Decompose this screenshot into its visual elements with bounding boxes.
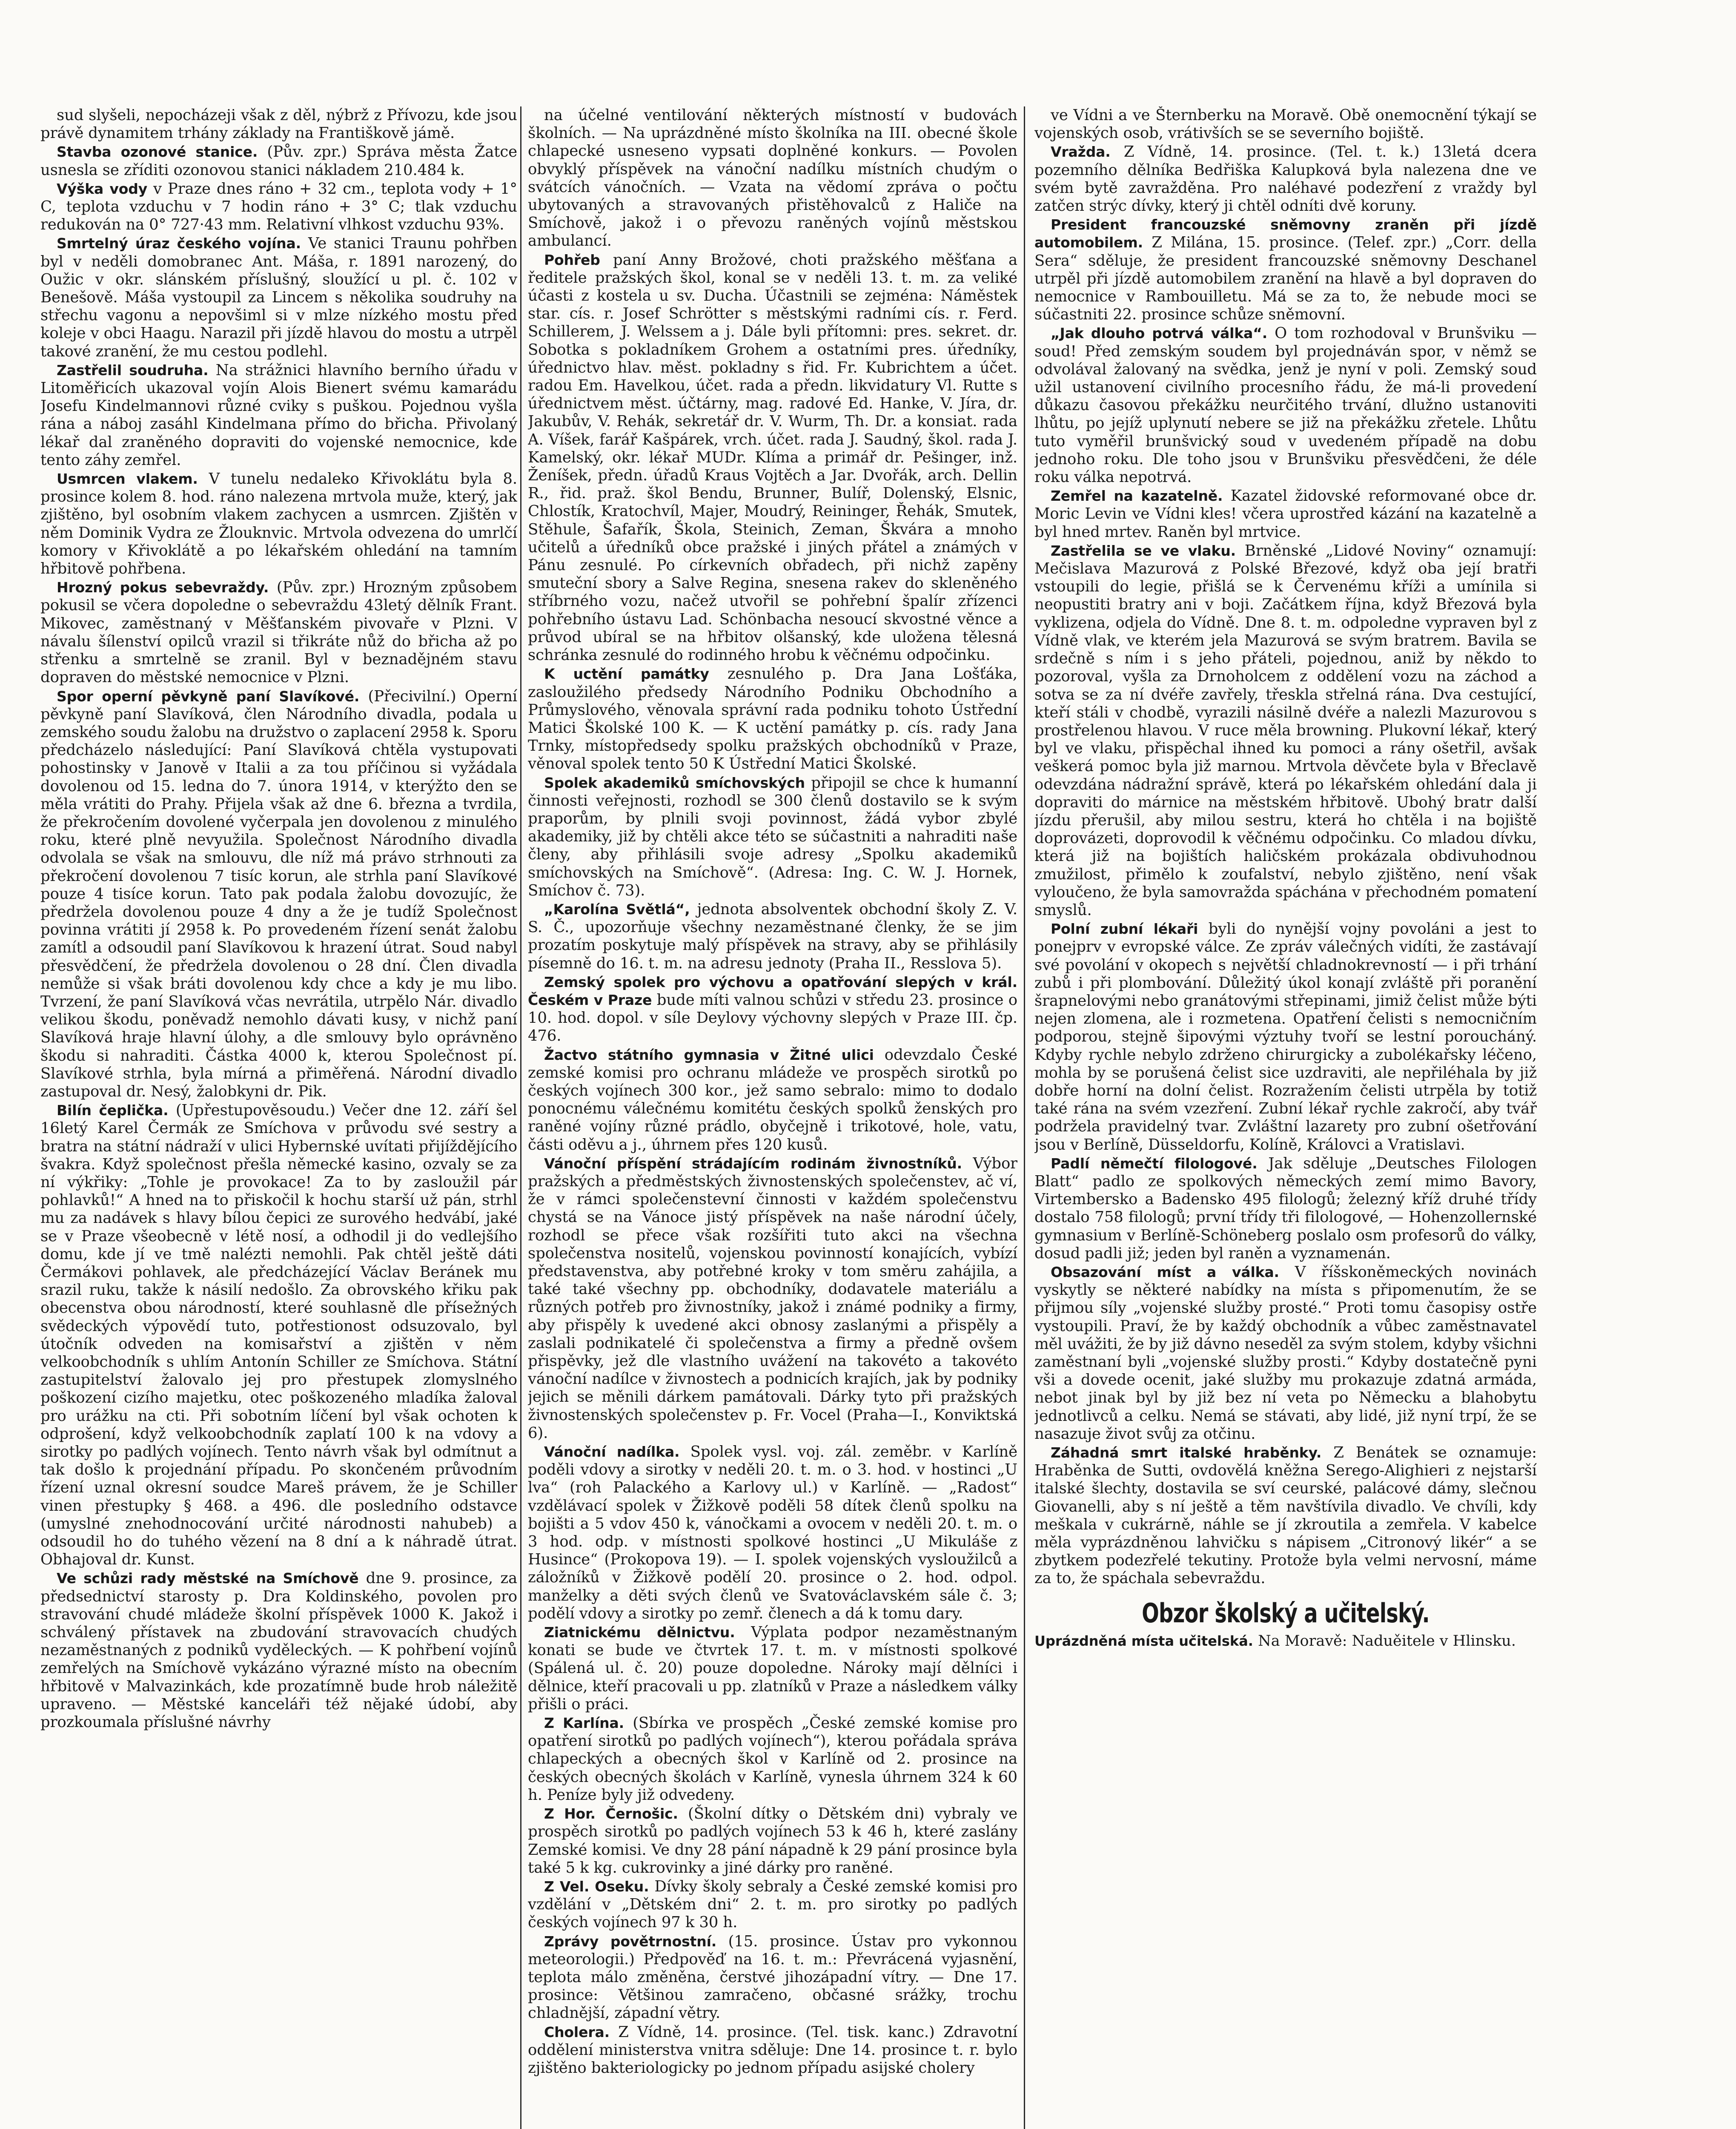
news-article bbox=[528, 1443, 1017, 1623]
news-article bbox=[40, 688, 517, 1101]
article-text: Z Milána, 15. prosince. (Telef. zpr.) „Corr. della Sera“ sděluje, že president francouzské sněmovny Deschanel utrpěl při jízdě automobilem zranění na hlavě a byl dopraven do nemocnice v Rambouilletu. Má se za to, že nebude moci se súčastniti 22. prosince schůze sněmovní. bbox=[1034, 234, 1537, 324]
news-article bbox=[528, 1878, 1017, 1932]
article-headline: Padlí němečtí filologové. bbox=[1051, 1155, 1258, 1172]
article-text: Jak sděluje „Deutsches Filologen Blatt“ padlo ze spolkových německých zemí mimo Bavory, Virtembersko a Badensko 495 filologů; železný kříž druhé třídy dostalo 758 filologů; první třídy tři filologové, — Hohenzollernské gymnasium v Berlíně-Schöneberg poslalo osm profesorů do války, dosud padli již; jeden byl raněn a vyznamenán. bbox=[1034, 1154, 1537, 1262]
article-text: V tunelu nedaleko Křivoklátu byla 8. prosince kolem 8. hod. ráno nalezena mrtvola muže, který, jak zjištěno, byl osobním vlakem zachycen a usmrcen. Zjištěn v něm Dominik Vydra ze Žlouknvic. Mrtvola odvezena do umrlčí komory v Křivoklátě a po lékařském ohledání na tamním hřbitově pohřbena. bbox=[40, 470, 517, 578]
article-headline: Smrtelný úraz českého vojína. bbox=[57, 235, 301, 252]
article-headline: Výška vody bbox=[57, 180, 148, 197]
news-article bbox=[1034, 542, 1537, 919]
news-article bbox=[40, 362, 517, 469]
news-article bbox=[40, 235, 517, 360]
news-article bbox=[528, 1933, 1017, 2023]
article-headline: Z Hor. Černošic. bbox=[544, 1805, 678, 1822]
article-text: Výbor pražských a předměstských živnostenských společenstev, ač ví, že v rámci společenstevní činnosti v každém společenstvu chystá se na Vánoce jistý příspěvek na naše národní účely, rozhodl se přece však rozšířiti tuto akci na všechna společenstva nositelů, vojenskou povinností konajících, vybízí představenstva, aby potřebné kroky v tom směru zahájila, a také také všechny pp. obchodníky, dodavatele materiálu a různých potřeb pro živnostníky, jakož i známé podniky a firmy, aby přispěly k uvedené akci obnosy zaslanými a přispěly a zaslali podnikatelé či společenstva a firmy a předně ovšem přispěvky, jež dle vlastního uvážení na takovéto a takovéto vánoční nadílce v živnostech a podnicích krajích, jak by podniky jejich se měnili dárkem památovali. Dárky tyto při pražských živnostenských společenstev p. Fr. Vocel (Praha—I., Konviktská 6). bbox=[528, 1154, 1017, 1442]
news-article bbox=[528, 1714, 1017, 1804]
article-text: odevzdalo České zemské komisi pro ochranu mládeže ve prospěch sirotků po českých vojínech 300 kor., jež samo sebralo: mimo to dodalo ponocnému válečnému komitétu českých spolků ženských pro raněné vojíny různé prádlo, obyčejně i trikotové, hole, vatu, části oděvu a j., úhrnem přes 120 kusů. bbox=[528, 1046, 1017, 1153]
news-article bbox=[40, 106, 517, 142]
section-title: Obzor školský a učitelský. bbox=[1142, 1597, 1429, 1629]
news-article bbox=[40, 1102, 517, 1569]
article-headline: Z Karlína. bbox=[544, 1715, 625, 1732]
article-headline: Vánoční nadílka. bbox=[544, 1443, 680, 1460]
news-article bbox=[528, 251, 1017, 665]
article-text: (15. prosince. Ústav pro vykonnou meteorologii.) Předpověď na 16. t. m.: Převrácená vyjasnění, teplota málo změněna, čerstvé jihozápadní vítry. — Dne 17. prosince: Většinou zamračeno, občasné srážky, trochu chladnější, západní větry. bbox=[528, 1932, 1017, 2022]
article-text: (Pův. zpr.) Správa města Žatce usnesla se zříditi ozonovou stanici nákladem 210.484 k. bbox=[40, 143, 517, 179]
article-headline: Ziatnickému dělnictvu. bbox=[544, 1624, 735, 1641]
news-article bbox=[1034, 216, 1537, 324]
article-headline: Obsazování míst a válka. bbox=[1051, 1264, 1279, 1280]
news-article bbox=[1034, 1155, 1537, 1262]
article-text: ve Vídni a ve Šternberku na Moravě. Obě onemocnění týkají se vojenských osob, vrátivších se se severního bojiště. bbox=[1034, 106, 1537, 142]
news-article bbox=[1034, 920, 1537, 1154]
article-headline: Ve schůzi rady městské na Smíchově bbox=[57, 1570, 359, 1587]
news-article bbox=[1034, 1444, 1537, 1588]
article-headline: Záhadná smrt italské hraběnky. bbox=[1051, 1444, 1322, 1461]
news-article bbox=[40, 143, 517, 179]
article-text: Kazatel židovské reformované obce dr. Moric Levin ve Vídni kles! včera uprostřed kázání na kazatelně a byl hned mrtev. Raněn byl mrtvice. bbox=[1034, 487, 1537, 541]
article-text: Výplata podpor nezaměstnaným konati se bude ve čtvrtek 17. t. m. v místnosti spolkové (Spálená ul. č. 20) pouze dopoledne. Nároky mají dělníci i dělnice, kteří pracovali u pp. zlatníků v Praze a následkem války přišli o práci. bbox=[528, 1624, 1017, 1713]
article-text: Brněnské „Lidové Noviny“ oznamují: Mečislava Mazurová z Polské Březové, když oba její bratři vstoupili do legie, přišlá se k Červenému kříži a umínila si neopustiti bratry ani v boji. Začátkem října, když Březová byla vyklizena, odjela do Vídně. Dne 8. t. m. odpoledne vypraven byl z Vídně vlak, ve kterém jela Mazurová se svým bratrem. Bavila se srdečně s ním i s jeho přáteli, pojednou, aniž by někdo to pozoroval, vyšla za Drnoholcem z oddělení vozu na záchod a sotva se za ní dvéře zavřely, třeskla střelná rána. Dva cestující, kteří stáli v chodbě, vyrazili násilně dvéře a nalezli Mazurovou s prostřelenou hlavou. V ruce měla browning. Plukovní lékař, který byl ve vlaku, přispěchal ihned ku pomoci a rány ošetřil, avšak veškerá pomoc byla již marnou. Mrtvola děvčete byla v Břeclavě odevzdána nádražní správě, která po lékařském ohledání dala ji dopraviti do márnice na městském hřbitově. Ubohý bratr další jízdu přerušil, aby milou sestru, která ho chtěla i na bojiště doprovázeti, doprovodil k věčnému odpočinku. Co mladou dívku, která již na bojištích haličském prokázala obdivuhodnou zmužilost, přimělo k zoufalství, nebylo zjištěno, není však vyloučeno, že byla samovražda spáchána v přechodném pomatení smyslů. bbox=[1034, 542, 1537, 919]
article-headline: Vánoční příspění strádajícím rodinám živnostníků. bbox=[544, 1155, 963, 1172]
news-article bbox=[1034, 1263, 1537, 1443]
article-text: Dívky školy sebraly a České zemské komisi pro vzdělání v „Dětském dni“ 2. t. m. pro sirotky po padlých českých vojínech 97 k 30 h. bbox=[528, 1877, 1017, 1931]
news-article bbox=[1034, 324, 1537, 486]
article-text: Z Benátek se oznamuje: Hraběnka de Sutti, ovdovělá kněžna Serego-Alighieri z nejstarší italské šlechty, dostavila se sví ceurské, palácové dámy, slečnou Giovanelli, aby s ní ještě a těm navštívila divadlo. Ve chvíli, kdy meškala v cukrárně, náhle se jí zkroutila a zemřela. V kabelce měla vyprázdněnou lahvičku s nápisem „Citronový likér“ a se zbytkem podezřelé tekutiny. Protože byla velmi nervosní, máme za to, že spáchala sebevraždu. bbox=[1034, 1444, 1537, 1587]
news-article bbox=[1034, 143, 1537, 215]
article-text: dne 9. prosince, za předsednictví starosty p. Dra Koldinského, povolen pro stravování chudé mládeže školní příspěvek 1000 K. Jakož i schválený přístavek na zbudování stravovacích chudých nezaměstnaných z podniků vyděleckých. — K pohřbení vojínů zemřelých na Smíchově vykázáno výrazné místo na obecním hřbitově v Malvazinkách, kde prozatímně bude hrob náležitě upraveno. — Městské kanceláři též nějaké údobí, aby prozkoumala příslušné návrhy bbox=[40, 1569, 517, 1731]
column-divider bbox=[1024, 106, 1025, 2129]
section-subheading bbox=[1034, 1632, 1537, 1650]
news-article bbox=[528, 665, 1017, 773]
news-article bbox=[1034, 487, 1537, 541]
article-headline: Žactvo státního gymnasia v Žitné ulici bbox=[544, 1046, 874, 1063]
article-text: (Upřestupověsoudu.) Večer dne 12. září šel 16letý Karel Čermák ze Smíchova v průvodu své sestry a bratra na státní nádraží v ulici Hybernské uvítati přijíždějícího švakra. Když společnost přešla německé kasino, ozvaly se za ní výkřiky: „Tohle je provokace! Za to by zasloužil pár pohlavků!“ A hned na to přiskočil k hochu starší už pán, strhl mu za nadávek s hlavy bílou čepici ze surového hedvábí, jaké se v Praze všeobecně v létě nosí, a odhodil ji do vedlejšího domu, kde jí ve tmě nalézti nemohli. Pak chtěl ještě dáti Čermákovi pohlavek, ale předcházející Václav Beránek mu srazil ruku, takže k násilí nedošlo. Za obrovského křiku pak obecenstva obou národností, které souhlasně dle přísežných svědeckých výpovědí tuto, potřestionost odsuzovalo, byl útočník odveden na komisařství a zjištěn v něm velkoobchodník s uhlím Antonín Schiller ze Smíchova. Státní zastupitelství žalovalo jej pro přestupek zlomyslného poškození cizího majetku, otec poškozeného mladíka žaloval pro urážku na cti. Při sobotním líčení byl však ochoten k odprošení, když velkoobchodník zaplatí 100 k na vdovy a sirotky po padlých vojínech. Tento návrh však byl odmítnut a tak došlo k projednání případu. Po skončeném průvodním řízení uznal okresní soudce Mareš právem, že je Schiller vinen přestupky § 468. a 496. dle posledního odstavce (umyslné znehodnocování určité národnosti nahubeb) a odsoudil ho do tuhého vězení na 8 dní a k náhradě útrat. Obhajoval dr. Kunst. bbox=[40, 1102, 517, 1569]
news-article bbox=[528, 774, 1017, 900]
news-article bbox=[40, 579, 517, 686]
article-headline: Cholera. bbox=[544, 2023, 610, 2040]
news-article bbox=[40, 180, 517, 234]
section-subheading-head: Uprázdněná místa učitelská. bbox=[1034, 1633, 1253, 1649]
article-headline: Spolek akademiků smíchovských bbox=[544, 774, 805, 791]
article-text: Z Vídně, 14. prosince. (Tel. t. k.) 13letá dcera pozemního dělníka Bedřiška Kalupková byla nalezena dne ve svém bytě zavražděna. Pro naléhavé podezření z vraždy byl zatčen strýc dívky, který ji chtěl odníti dvě koruny. bbox=[1034, 143, 1537, 215]
news-article bbox=[528, 973, 1017, 1045]
column-right-articles bbox=[1034, 106, 1537, 1588]
article-text: Spolek vysl. voj. zál. zeměbr. v Karlíně poděli vdovy a sirotky v neděli 20. t. m. o 3. hod. v hostinci „U lva“ (roh Palackého a Karlovy ul.) v Karlíně. — „Radost“ vzdělávací spolek v Žižkově poděli 58 dítek členů spolku na bojišti a 5 vdov 450 k, vánočkami a ovocem v neděli 20. t. m. o 3 hod. odp. v místnosti spolkové hostinci „U Mikuláše z Husince“ (Prokopova 19). — I. spolek vojenských vysloužilců a záložníků v Žižkově podělí 20. prosince o 2. hod. odpol. manželky a děti svých členů ve Svatováclavském sále č. 3; podělí vdovy a sirotky po zemř. členech a dá k tomu dary. bbox=[528, 1443, 1017, 1622]
article-text: V říšskoněmeckých novinách vyskytly se některé nabídky na místa s připomenutím, že se přijmou síly „vojenské služby prosté.“ Proti tomu časopisy ostře vystoupili. Praví, že by každý obchodník a vůbec zaměstnavatel měl uvážiti, že by již dávno neseděl za svým stolem, kdyby všichni zaměstnaní byli „vojenské služby prosti.“ Kdyby dostatečně pyni vši a dovede ocenit, jaké služby mu prokazuje zdatná armáda, nebot jinak byl by již bez ní veta po Německu a blahobytu jednotlivců a celku. Nemá se stávati, aby lidé, již nyní trpí, že se nasazuje život svůj za otčinu. bbox=[1034, 1263, 1537, 1443]
article-text: bude míti valnou schůzi v středu 23. prosince o 10. hod. dopol. v síle Deylovy výchovny slepých v Praze III. čp. 476. bbox=[528, 991, 1017, 1045]
article-text: (Sbírka ve prospěch „České zemské komise pro opatření sirotků po padlých vojínech“), kterou pořádala správa chlapeckých a obecných škol v Karlíně od 2. prosince na českých obecných školách v Karlíně, vynesla úhrnem 324 k 60 h. Peníze byly již odvedeny. bbox=[528, 1714, 1017, 1804]
news-article bbox=[528, 1624, 1017, 1713]
article-text: O tom rozhodoval v Brunšviku — soud! Před zemským soudem byl projednáván spor, v němž se odvolával žalovaný na svědka, jenž je nyní v poli. Zemský soud užil ustanovení civilního procesního řádu, že má-li provedení důkazu časovou překážku neurčitého trvání, dlužno ustanoviti lhůtu, po jejíž uplynutí nebere se již na překážku zřetele. Lhůtu tuto vyměřil brunšvický soud v uvedeném případě na dobu jednoho roku. Dle toho jsou v Brunšviku přesvědčeni, že déle roku válka nepotrvá. bbox=[1034, 324, 1537, 486]
news-article bbox=[528, 1805, 1017, 1877]
article-headline: Z Vel. Oseku. bbox=[544, 1878, 649, 1895]
news-article bbox=[40, 1569, 517, 1731]
article-headline: Spor operní pěvkyně paní Slavíkové. bbox=[57, 688, 360, 705]
article-text: zesnulého p. Dra Jana Lošťáka, zasloužilého předsedy Národního Podniku Obchodního a Průmyslového, věnovala správní rada podniku tohoto Ústřední Matici Školské 100 K. — K uctění památky p. cís. rady Jana Trnky, místopředsedy spolku pražských obchodníků v Praze, věnoval spolek tento 50 K Ústřední Matici Školské. bbox=[528, 665, 1017, 773]
column-middle bbox=[528, 106, 1017, 2129]
article-headline: Bilín čeplička. bbox=[57, 1102, 169, 1119]
article-text: sud slyšeli, nepocházeji však z děl, nýbrž z Přívozu, kde jsou právě dynamitem trhány základy na Františkově jámě. bbox=[40, 106, 517, 142]
news-article bbox=[528, 1046, 1017, 1154]
article-text: jednota absolventek obchodní školy Z. V. S. Č., upozorňuje všechny nezaměstnané členky, že se jim prozatím poskytuje malý příspěvek na stravy, aby se přihlásily písemně do 16. t. m. na adresu jednoty (Praha II., Resslova 5). bbox=[528, 900, 1017, 972]
article-text: (Pův. zpr.) Hrozným způsobem pokusil se včera dopoledne o sebevraždu 43letý dělník Frant. Mikovec, zaměstnaný v Měšťanském pivovaře v Plzni. V návalu šílenství opilců vrazil si třikráte nůž do břicha až po střenku a smrtelně se zranil. Byl v beznadějném stavu dopraven do městské nemocnice v Plzni. bbox=[40, 579, 517, 686]
article-headline: Vražda. bbox=[1051, 143, 1111, 161]
article-headline: „Jak dlouho potrvá válka“. bbox=[1051, 325, 1268, 342]
article-headline: Stavba ozonové stanice. bbox=[57, 143, 258, 161]
news-article bbox=[528, 2023, 1017, 2077]
article-text: Na strážnici hlavního berního úřadu v Litoměřicích ukazoval vojín Alois Bienert svému kamarádu Josefu Kindelmannovi různé cviky s puškou. Pojednou vyšla rána a náboj zasáhl Kindelmana přímo do břicha. Přivolaný lékař dal zraněného dopraviti do vojenské nemocnice, kde tento záhy zemřel. bbox=[40, 361, 517, 469]
article-headline: Zemský spolek pro výchovu a opatřování slepých v král. Českém v Praze bbox=[528, 973, 1017, 1008]
article-headline: President francouzské sněmovny zraněn při jízdě automobilem. bbox=[1034, 216, 1537, 251]
article-text: v Praze dnes ráno + 32 cm., teplota vody + 1° C, teplota vzduchu v 7 hodin ráno + 3° C; tlak vzduchu redukován na 0° 727·43 mm. Relativní vlhkost vzduchu 93%. bbox=[40, 180, 517, 234]
news-article bbox=[40, 470, 517, 578]
article-text: připojil se chce k humanní činnosti veřejnosti, rozhodl se 300 členů dostavilo se k svým praporům, by plnili svoji povinnost, žádá vybor zbylé akademiky, již by chtěli akce této se súčastniti a nahraditi naše členy, aby přihlásili svoje adresy „Spolku akademiků smíchovských na Smíchově“. (Adresa: Ing. C. W. J. Hornek, Smíchov č. 73). bbox=[528, 774, 1017, 899]
news-article bbox=[1034, 106, 1537, 142]
article-text: byli do nynější vojny povoláni a jest to ponejprv v evropské válce. Ze zpráv válečných vidíti, že zastávají své povolání v okopech s největší chladnokrevností — i při trhání zubů i při plombování. Důležitý úkol konají zvláště při poranění šrapnelovými nebo granátovými střepinami, jimiž čelist může býti nejen zlomena, ale i rozmetena. Opatření čelisti s nemocničním podporou, stejně šipovými výztuhy tvoří se lestní poroucháný. Kdyby rychle nebylo zdrženo chirurgicky a zubolékařsky léčeno, mohla by se porušená čelist sice uzdraviti, ale nepřiléhala by již dobře horní na dolní čelist. Rozražením čelisti utrpěla by totiž také rána na svém vzezření. Zubní lékař rychle zakročí, aby tvář podržela pravidelný tvar. Zvláštní lazarety pro zubní ošetřování jsou v Berlíně, Düsseldorfu, Kolíně, Královci a Vratislavi. bbox=[1034, 920, 1537, 1153]
article-headline: Pohřeb bbox=[544, 251, 600, 268]
article-headline: Hrozný pokus sebevraždy. bbox=[57, 579, 269, 596]
article-text: Ve stanici Traunu pohřben byl v neděli domobranec Ant. Máša, r. 1891 narozený, do Oužic v okr. slánském příslušný, sloužící u pl. č. 102 v Benešově. Máša vystoupil za Lincem s několika soudruhy na střechu vagonu a nepovšiml si v mlze nízkého mostu před koleje v obci Haagu. Narazil při jízdě hlavou do mostu a utrpěl takové zranění, že mu cestou podlehl. bbox=[40, 235, 517, 360]
article-headline: Zemřel na kazatelně. bbox=[1051, 488, 1223, 505]
article-headline: „Karolína Světlá“, bbox=[544, 901, 690, 918]
article-text: na účelné ventilování některých místností v budovách školních. — Na uprázdněné místo školníka na III. obecné škole chlapecké usneseno vypsati doplněné konkurs. — Povolen obvyklý příspěvek na vánoční nadílku místních chudým o svátcích vánočních. — Vzata na vědomí zpráva o počtu ubytovaných a stravovaných přistěhovalců z Haliče na Smíchově, jakož i o převozu raněných vojínů městskou ambulancí. bbox=[528, 106, 1017, 250]
article-text: paní Anny Brožové, choti pražského měšťana a ředitele pražských škol, konal se v neděli 13. t. m. za veliké účasti z kostela u sv. Ducha. Účastnili se zejména: Náměstek star. cís. r. Josef Schrötter s městskými radními cís. r. Ferd. Schillerem, J. Welssem a j. Dále byli přítomni: pres. sekret. dr. Sobotka s pokladníkem Grohem a ostatními pres. úředníky, úřednictvo hlav. měst. pokladny s řid. Fr. Kubrichtem a účet. radou Em. Havelkou, účet. rada a předn. likvidatury Vl. Rutte s úřednictvem měst. účtárny, mag. radové Ed. Hanke, V. Jíra, dr. Jakubův, V. Rehák, sekretář dr. V. Wurm, Th. Dr. a konsiat. rada A. Víšek, farář Kašpárek, vrch. účet. rada J. Saudný, škol. rada J. Kamelský, okr. lékař MUDr. Klíma a primář dr. Pešinger, inž. Ženíšek, předn. úřadů Kraus Vojtěch a Jar. Dvořák, arch. Dellin R., řid. praž. škol Bendu, Brunner, Bulíř, Dolenský, Elsnic, Chlostík, Kratochvíl, Majer, Moudrý, Reininger, Řehák, Smutek, Stěhule, Šafařík, Škola, Steinich, Zeman, Škvára a mnoho učitelů a úředníků obce pražské i jiných přátel a známých v Pánu zesnulé. Po církevních obřadech, při nichž zapěny smuteční sbory a Salve Regina, snesena rakev do skleněného stříbrného vozu, načež utvořil se pohřební špalír zřízenci pohřebního ústavu Lad. Schönbacha nesoucí skvostné věnce a průvod ubíral se na hřbitov olšanský, kde uložena tělesná schránka zesnulé do rodinného hrobu k věčnému odpočinku. bbox=[528, 251, 1017, 664]
article-text: (Školní dítky o Dětském dni) vybraly ve prospěch sirotků po padlých vojínech 53 k 46 h, které zaslány Zemské komisi. Ve dny 28 pání nápadně k 29 pání prosince byla také 5 k kg. cukrovinky a jiné dárky pro raněné. bbox=[528, 1805, 1017, 1877]
column-right bbox=[1034, 106, 1537, 2129]
article-headline: Zastřelila se ve vlaku. bbox=[1051, 542, 1236, 559]
news-article bbox=[528, 106, 1017, 250]
article-headline: Usmrcen vlakem. bbox=[57, 471, 198, 488]
column-left bbox=[40, 106, 517, 2129]
article-text: (Přecivilní.) Operní pěvkyně paní Slavíková, člen Národního divadla, podala u zemského soudu žalobu na družstvo o zaplacení 2958 k. Sporu předcházelo následující: Paní Slavíková chtěla vystupovati pohostinsky v Janově v Italii a za tou příčinou si vyžádala dovolenou od 15. ledna do 7. února 1914, v kterýžto den se měla vrátiti do Prahy. Přijela však až dne 6. března a tvrdila, že překročením dovolené vyčerpala jen dovolenou z minulého roku, které plně nevyužila. Společnost Národního divadla odvolala se však na smlouvu, dle níž má právo strhnouti za překročení dovolenou 7 tisíc korun, ale strhla paní Slavíkové pouze 4 tisíce korun. Tato pak podala žalobu dovozujíc, že předržela dovolenou pouze 4 dny a že je tudíž Společnost povinna vrátiti jí 2958 k. Po provedeném řízení senát žalobu zamítl a odsoudil paní Slavíkovou k hrazení útrat. Soud nabyl přesvědčení, že předržela dovolenou o 28 dní. Člen divadla nemůže si však bráti dovolenou kdy chce a kdy je mu libo. Tvrzení, že paní Slavíková včas nevrátila, utrpělo Nár. divadlo velikou škodu, poněvadž nemohlo dávati kusy, v nichž paní Slavíková hraje hlavní úlohy, a dle smlouvy bylo oprávněno škodu si nahraditi. Částka 4000 k, kterou Společnost pí. Slavíkové strhla, byla mírná a přiměřená. Národní divadlo zastupoval dr. Nesý, žalobkyni dr. Pik. bbox=[40, 687, 517, 1100]
article-headline: K uctění památky bbox=[544, 666, 709, 683]
article-headline: Zprávy povětrnostní. bbox=[544, 1933, 717, 1950]
column-divider bbox=[520, 106, 521, 2129]
article-headline: Polní zubní lékaři bbox=[1051, 921, 1198, 938]
section-subheading-text: Na Moravě: Naduěitele v Hlinsku. bbox=[1258, 1632, 1516, 1650]
article-text: Z Vídně, 14. prosince. (Tel. tisk. kanc.) Zdravotní oddělení ministerstva vnitra sděluje: Dne 14. prosince t. r. bylo zjištěno bakteriologicky po jednom případu asijské cholery bbox=[528, 2023, 1017, 2077]
article-headline: Zastřelil soudruha. bbox=[57, 362, 209, 379]
news-article bbox=[528, 901, 1017, 973]
news-article bbox=[528, 1155, 1017, 1442]
